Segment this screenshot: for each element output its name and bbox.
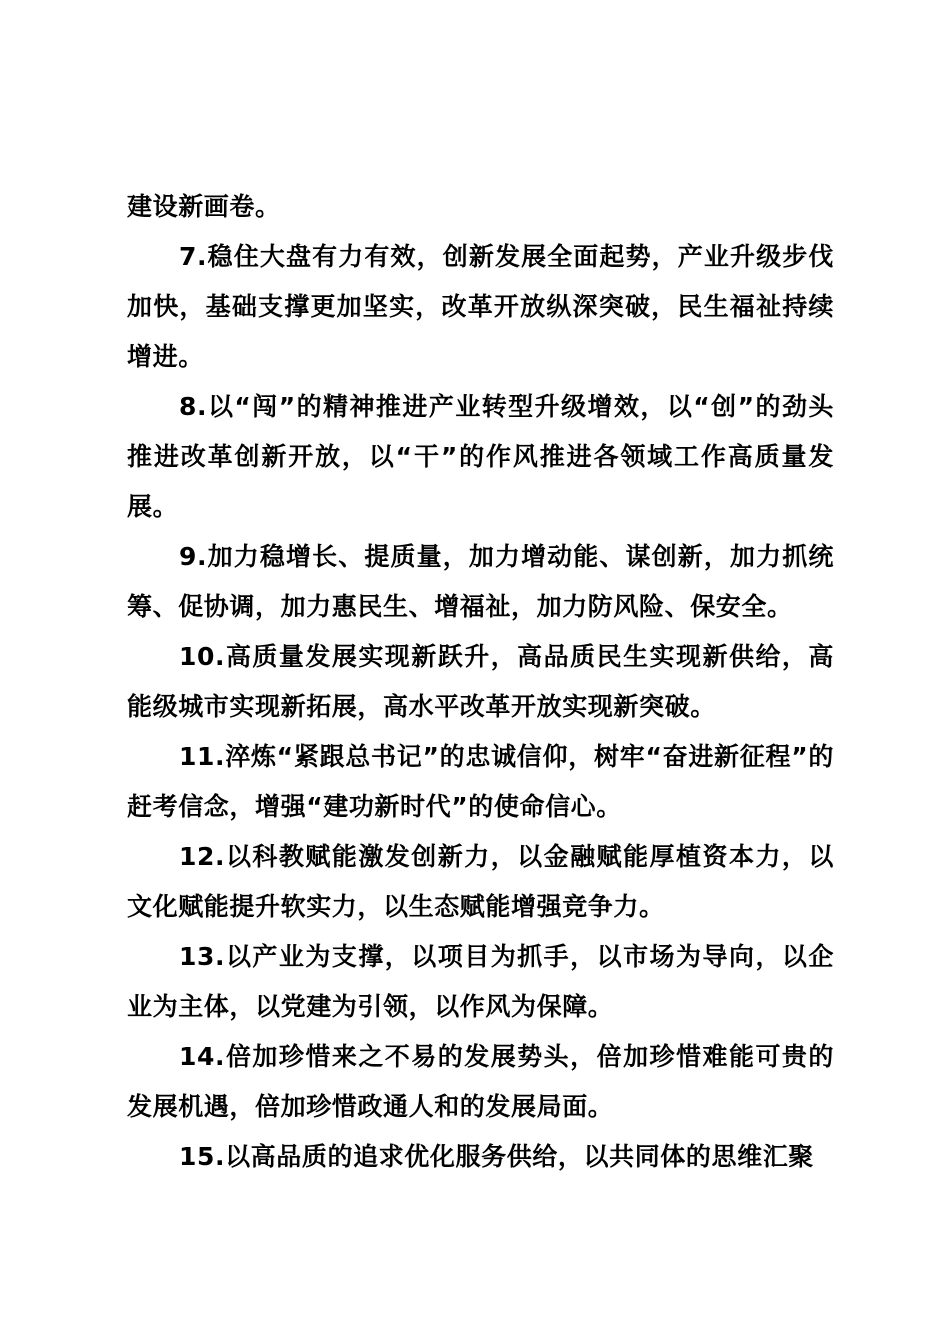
- paragraph-continuation: 建设新画卷。: [127, 192, 281, 221]
- paragraph-item-8: 8.以“闯”的精神推进产业转型升级增效，以“创”的劲头推进改革创新开放，以“干”的作风推进各领域工作高质量发展。: [127, 392, 834, 521]
- document-body: [127, 182, 834, 1182]
- paragraph-item-7: 7.稳住大盘有力有效，创新发展全面起势，产业升级步伐加快，基础支撑更加坚实，改革开放纵深突破，民生福祉持续增进。: [127, 242, 834, 371]
- paragraph-item-15: 15.以高品质的追求优化服务供给，以共同体的思维汇聚: [179, 1142, 814, 1171]
- paragraph-item-10: 10.高质量发展实现新跃升，高品质民生实现新供给，高能级城市实现新拓展，高水平改革开放实现新突破。: [127, 642, 834, 721]
- paragraph-item-13: 13.以产业为支撑，以项目为抓手，以市场为导向，以企业为主体，以党建为引领，以作风为保障。: [127, 942, 834, 1021]
- paragraph-item-11: 11.淬炼“紧跟总书记”的忠诚信仰，树牢“奋进新征程”的赶考信念，增强“建功新时代”的使命信心。: [127, 742, 834, 821]
- paragraph-item-12: 12.以科教赋能激发创新力，以金融赋能厚植资本力，以文化赋能提升软实力，以生态赋能增强竞争力。: [127, 842, 834, 921]
- paragraph-item-9: 9.加力稳增长、提质量，加力增动能、谋创新，加力抓统筹、促协调，加力惠民生、增福祉，加力防风险、保安全。: [127, 542, 834, 621]
- paragraph-item-14: 14.倍加珍惜来之不易的发展势头，倍加珍惜难能可贵的发展机遇，倍加珍惜政通人和的发展局面。: [127, 1042, 834, 1121]
